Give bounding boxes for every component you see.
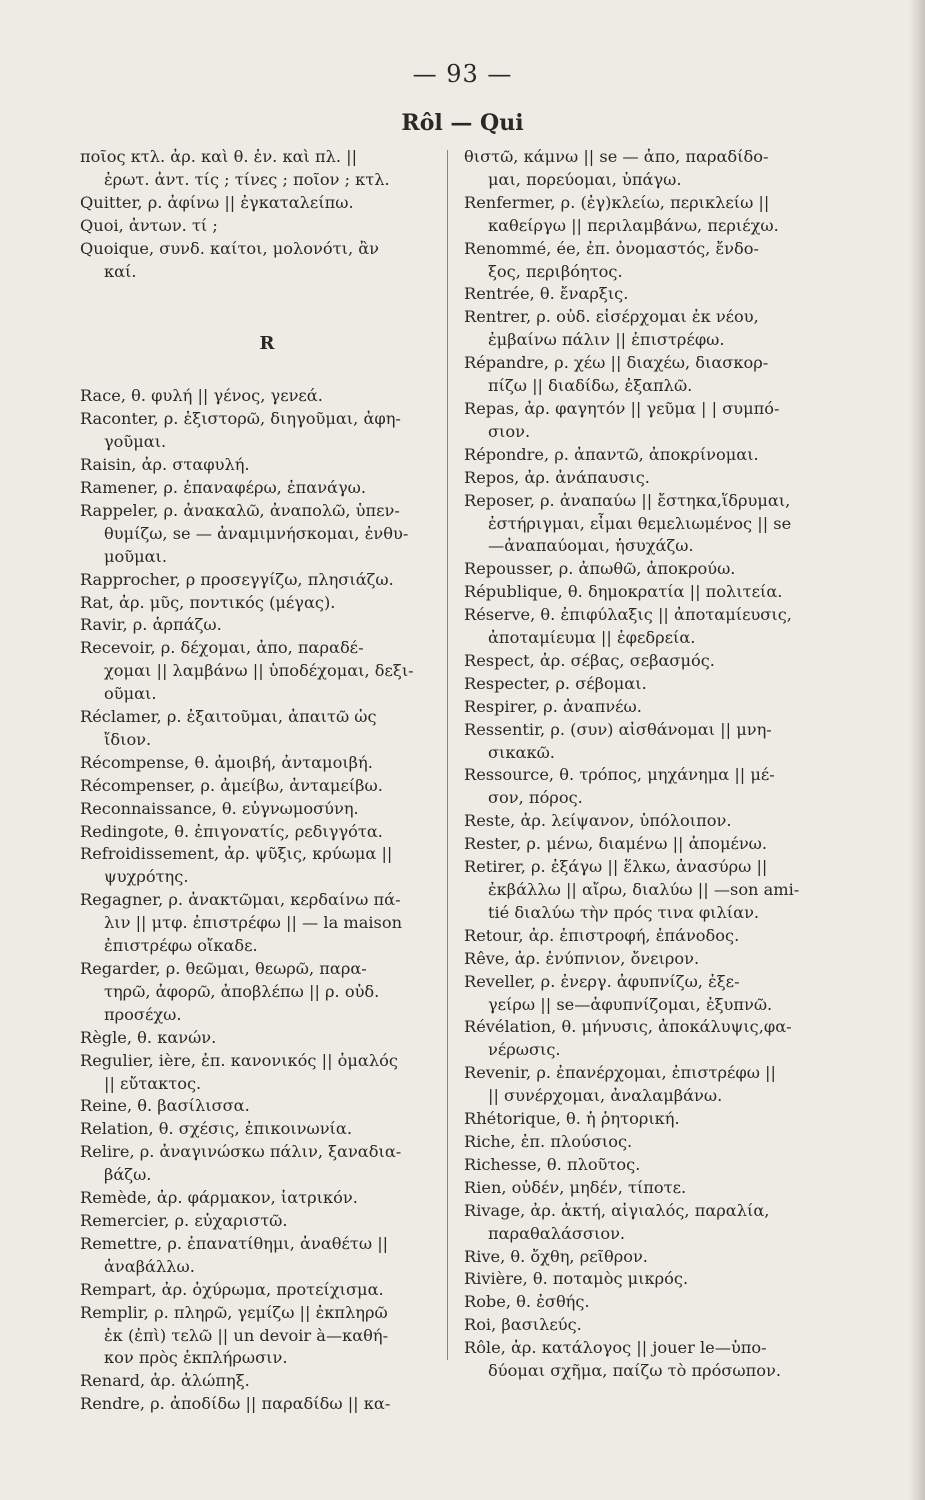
- entry-line: Ramener, ρ. ἐπαναφέρω, ἐπανάγω.: [80, 477, 367, 497]
- entry-line: Renfermer, ρ. (ἐγ)κλείω, περικλείω ||: [464, 192, 770, 212]
- entry-line: Relation, θ. σχέσις, ἐπικοινωνία.: [80, 1119, 352, 1139]
- dictionary-entry: [80, 1210, 455, 1233]
- dictionary-entry: [464, 810, 839, 833]
- entry-line: Rêve, ἀρ. ἐνύπνιον, ὄνειρον.: [464, 948, 700, 968]
- entry-continuation: ἐκ (ἐπὶ) τελῶ || un devoir à—καθή-: [104, 1325, 389, 1345]
- entry-line: Roi, βασιλεύς.: [464, 1315, 582, 1335]
- dictionary-entry: [464, 1291, 839, 1314]
- dictionary-entry: [464, 444, 839, 467]
- entry-line: Retirer, ρ. ἐξάγω || ἕλκω, ἀνασύρω ||: [464, 857, 768, 877]
- entry-continuation: βάζω.: [104, 1165, 152, 1185]
- entry-continuation: σον, πόρος.: [488, 788, 583, 808]
- dictionary-entry: [464, 719, 839, 765]
- dictionary-entry: [80, 146, 455, 192]
- dictionary-entry: [80, 821, 455, 844]
- dictionary-entry: [464, 238, 839, 284]
- entry-line: Reste, ἀρ. λείψανον, ὑπόλοιπον.: [464, 811, 732, 831]
- entry-line: Rempart, ἀρ. ὀχύρωμα, προτείχισμα.: [80, 1279, 384, 1299]
- dictionary-entry: [464, 558, 839, 581]
- entry-line: Rat, ἀρ. μῦς, ποντικός (μέγας).: [80, 592, 336, 612]
- dictionary-entry: [80, 1279, 455, 1302]
- entry-line: Rive, θ. ὄχθη, ρεῖθρον.: [464, 1246, 648, 1266]
- entry-continuation: καθείργω || περιλαμβάνω, περιέχω.: [488, 215, 779, 235]
- entry-line: Remercier, ρ. εὐχαριστῶ.: [80, 1210, 288, 1230]
- entry-line: Répandre, ρ. χέω || διαχέω, διασκορ-: [464, 353, 769, 373]
- entry-continuation: προσέχω.: [104, 1004, 182, 1024]
- entry-line: Rapprocher, ρ προσεγγίζω, πλησιάζω.: [80, 569, 394, 589]
- dictionary-entry: [464, 948, 839, 971]
- dictionary-entry: [80, 798, 455, 821]
- entry-line: République, θ. δημοκρατία || πολιτεία.: [464, 582, 783, 602]
- dictionary-entry: [464, 490, 839, 559]
- dictionary-entry: [80, 958, 455, 1027]
- entry-continuation: ἐστήριγμαι, εἶμαι θεμελιωμένος || se: [488, 513, 792, 533]
- dictionary-entry: [80, 477, 455, 500]
- entry-continuation: γείρω || se—ἀφυπνίζομαι, ἐξυπνῶ.: [488, 994, 773, 1014]
- entry-continuation: δύομαι σχῆμα, παίζω τὸ πρόσωπον.: [488, 1361, 781, 1381]
- dictionary-entry: [464, 1246, 839, 1269]
- entry-line: Quoique, συνδ. καίτοι, μολονότι, ἂν: [80, 238, 380, 258]
- dictionary-entry: [80, 775, 455, 798]
- entry-continuation: || εὔτακτος.: [104, 1073, 202, 1093]
- entry-continuation: μαι, πορεύομαι, ὑπάγω.: [488, 169, 682, 189]
- section-letter: R: [259, 333, 276, 355]
- entry-line: Remplir, ρ. πληρῶ, γεμίζω || ἐκπληρῶ: [80, 1302, 388, 1322]
- entry-line: Regagner, ρ. ἀνακτῶμαι, κερδαίνω πά-: [80, 890, 401, 910]
- dictionary-entry: [464, 352, 839, 398]
- page-number: — 93 —: [412, 60, 513, 88]
- entry-line: Respect, ἀρ. σέβας, σεβασμός.: [464, 650, 715, 670]
- dictionary-entry: [464, 306, 839, 352]
- dictionary-entry: [464, 1177, 839, 1200]
- entry-line: Rôle, ἀρ. κατάλογος || jouer le—ὑπο-: [464, 1338, 767, 1358]
- entry-line: ποῖος κτλ. ἀρ. καὶ θ. ἐν. καὶ πλ. ||: [80, 147, 358, 166]
- dictionary-entry: [464, 1108, 839, 1131]
- entry-line: Remède, ἀρ. φάρμακον, ἰατρικόν.: [80, 1188, 358, 1208]
- dictionary-entry: [80, 192, 455, 215]
- entry-line: Rien, οὐδέν, μηδέν, τίποτε.: [464, 1177, 687, 1197]
- dictionary-entry: [80, 408, 455, 454]
- entry-line: Revenir, ρ. ἐπανέρχομαι, ἐπιστρέφω ||: [464, 1063, 776, 1083]
- entry-continuation: ἐρωτ. ἀντ. τίς ; τίνες ; ποῖον ; κτλ.: [104, 169, 390, 189]
- entry-line: Rentrée, θ. ἔναρξις.: [464, 284, 629, 304]
- entry-line: Réclamer, ρ. ἐξαιτοῦμαι, ἀπαιτῶ ὡς: [80, 707, 377, 727]
- dictionary-entry: [80, 637, 455, 706]
- entry-line: Remettre, ρ. ἐπανατίθημι, ἀναθέτω ||: [80, 1233, 389, 1253]
- entry-continuation: τηρῶ, ἀφορῶ, ἀποβλέπω || ρ. οὐδ.: [104, 981, 380, 1001]
- entry-line: Quitter, ρ. ἀφίνω || ἐγκαταλείπω.: [80, 192, 354, 212]
- entry-line: Rivage, ἀρ. ἀκτή, αἰγιαλός, παραλία,: [464, 1200, 770, 1220]
- entry-continuation: χομαι || λαμβάνω || ὑποδέχομαι, δεξι-: [104, 661, 414, 681]
- page-edge: [909, 0, 925, 1500]
- dictionary-entry: [80, 1095, 455, 1118]
- entry-line: Repousser, ρ. ἀπωθῶ, ἀποκρούω.: [464, 559, 736, 579]
- entry-line: Réserve, θ. ἐπιφύλαξις || ἀποταμίευσις,: [464, 605, 792, 625]
- dictionary-entry: [80, 706, 455, 752]
- dictionary-entry: [80, 614, 455, 637]
- dictionary-entry: [464, 764, 839, 810]
- dictionary-entry: [80, 385, 455, 408]
- dictionary-entry: [464, 1062, 839, 1108]
- dictionary-entry: [464, 146, 839, 192]
- dictionary-entry: [464, 1154, 839, 1177]
- entry-line: Ressource, θ. τρόπος, μηχάνημα || μέ-: [464, 765, 775, 785]
- dictionary-entry: [464, 581, 839, 604]
- running-head: Rôl — Qui: [401, 110, 524, 136]
- left-entries-top: [80, 146, 455, 283]
- entry-line: Race, θ. φυλή || γένος, γενεά.: [80, 386, 323, 406]
- dictionary-entry: [464, 1314, 839, 1337]
- entry-line: Richesse, θ. πλοῦτος.: [464, 1154, 641, 1174]
- entry-continuation: κον πρὸς ἐκπλήρωσιν.: [104, 1348, 288, 1368]
- entry-line: Ressentir, ρ. (συν) αἰσθάνομαι || μνη-: [464, 719, 772, 739]
- dictionary-entry: [80, 500, 455, 569]
- entry-line: Respecter, ρ. σέβομαι.: [464, 673, 647, 693]
- entry-line: Reveller, ρ. ἐνεργ. ἀφυπνίζω, ἐξε-: [464, 971, 740, 991]
- entry-line: Reposer, ρ. ἀναπαύω || ἔστηκα,ἵδρυμαι,: [464, 490, 791, 510]
- dictionary-entry: [80, 889, 455, 958]
- dictionary-entry: [464, 398, 839, 444]
- entry-continuation: λιν || μτφ. ἐπιστρέφω || — la maison: [104, 913, 403, 933]
- dictionary-entry: [80, 1141, 455, 1187]
- entry-line: Rappeler, ρ. ἀνακαλῶ, ἀναπολῶ, ὑπεν-: [80, 500, 400, 520]
- dictionary-entry: [464, 673, 839, 696]
- entry-line: Regarder, ρ. θεῶμαι, θεωρῶ, παρα-: [80, 959, 367, 978]
- entry-line: Récompense, θ. ἀμοιβή, ἀνταμοιβή.: [80, 752, 373, 772]
- entry-continuation: ἀποταμίευμα || ἐφεδρεία.: [488, 628, 696, 648]
- entry-continuation: || συνέρχομαι, ἀναλαμβάνω.: [488, 1086, 723, 1106]
- dictionary-entry: [464, 650, 839, 673]
- dictionary-entry: [464, 192, 839, 238]
- dictionary-entry: [464, 1200, 839, 1246]
- entry-line: Rivière, θ. ποταμὸς μικρός.: [464, 1269, 689, 1289]
- entry-line: Reine, θ. βασίλισσα.: [80, 1096, 250, 1116]
- dictionary-entry: [80, 1050, 455, 1096]
- entry-continuation: ἐπιστρέφω οἴκαδε.: [104, 936, 258, 956]
- dictionary-entry: [464, 283, 839, 306]
- dictionary-entry: [80, 1118, 455, 1141]
- dictionary-entry: [80, 569, 455, 592]
- left-column: [80, 146, 455, 1416]
- entry-continuation: ξος, περιβόητος.: [488, 261, 623, 281]
- dictionary-entry: [80, 1393, 455, 1416]
- entry-line: Riche, ἐπ. πλούσιος.: [464, 1131, 633, 1151]
- dictionary-entry: [464, 1016, 839, 1062]
- dictionary-entry: [464, 971, 839, 1017]
- entry-continuation: ψυχρότης.: [104, 867, 189, 887]
- dictionary-entry: [80, 1302, 455, 1371]
- entry-line: Répondre, ρ. ἀπαντῶ, ἀποκρίνομαι.: [464, 444, 759, 464]
- entry-line: Renommé, ée, ἐπ. ὀνομαστός, ἔνδο-: [464, 238, 759, 258]
- dictionary-entry: [80, 843, 455, 889]
- entry-line: Rentrer, ρ. οὐδ. εἰσέρχομαι ἐκ νέου,: [464, 307, 759, 327]
- dictionary-entry: [80, 752, 455, 775]
- entry-continuation: πίζω || διαδίδω, ἐξαπλῶ.: [488, 376, 693, 396]
- entry-continuation: μοῦμαι.: [104, 546, 168, 566]
- entry-line: Ravir, ρ. ἁρπάζω.: [80, 615, 222, 635]
- dictionary-entry: [464, 696, 839, 719]
- entry-line: θιστῶ, κάμνω || se — ἀπο, παραδίδο-: [464, 147, 769, 166]
- entry-line: Reconnaissance, θ. εὐγνωμοσύνη.: [80, 798, 359, 818]
- entry-continuation: θυμίζω, se — ἀναμιμνήσκομαι, ἐνθυ-: [104, 523, 409, 543]
- entry-line: Rendre, ρ. ἀποδίδω || παραδίδω || κα-: [80, 1394, 391, 1414]
- dictionary-entry: [80, 592, 455, 615]
- entry-continuation: καί.: [104, 261, 137, 281]
- entry-line: Retour, ἀρ. ἐπιστροφή, ἐπάνοδος.: [464, 925, 740, 945]
- entry-line: Robe, θ. ἐσθής.: [464, 1292, 590, 1312]
- entry-continuation: tié διαλύω τὴν πρός τινα φιλίαν.: [488, 902, 760, 922]
- entry-line: Quoi, ἀντων. τί ;: [80, 215, 218, 235]
- entry-continuation: νέρωσις.: [488, 1040, 561, 1060]
- entry-continuation: σικακῶ.: [488, 742, 555, 762]
- entry-line: Rhétorique, θ. ἡ ῥητορική.: [464, 1109, 680, 1129]
- entry-continuation: ἐκβάλλω || αἴρω, διαλύω || —son ami-: [488, 880, 800, 899]
- dictionary-entry: [464, 604, 839, 650]
- entry-continuation: οῦμαι.: [104, 684, 157, 704]
- entry-continuation: ἀναβάλλω.: [104, 1256, 195, 1276]
- right-column: [464, 146, 839, 1383]
- dictionary-entry: [80, 1370, 455, 1393]
- dictionary-entry: [464, 925, 839, 948]
- entry-line: Recevoir, ρ. δέχομαι, ἀπο, παραδέ-: [80, 638, 364, 658]
- dictionary-entry: [464, 1337, 839, 1383]
- dictionary-entry: [464, 833, 839, 856]
- dictionary-entry: [80, 238, 455, 284]
- entry-continuation: ἐμβαίνω πάλιν || ἐπιστρέφω.: [488, 330, 725, 350]
- entry-line: Récompenser, ρ. ἀμείβω, ἀνταμείβω.: [80, 775, 383, 795]
- entry-line: Relire, ρ. ἀναγινώσκω πάλιν, ξαναδια-: [80, 1142, 402, 1162]
- dictionary-entry: [80, 1027, 455, 1050]
- entry-line: Renard, ἀρ. ἀλώπηξ.: [80, 1371, 250, 1391]
- entry-continuation: —ἀναπαύομαι, ἡσυχάζω.: [488, 536, 694, 556]
- entry-continuation: γοῦμαι.: [104, 432, 167, 452]
- entry-line: Règle, θ. κανών.: [80, 1027, 217, 1047]
- entry-line: Rester, ρ. μένω, διαμένω || ἀπομένω.: [464, 834, 768, 854]
- dictionary-entry: [80, 1233, 455, 1279]
- dictionary-entry: [464, 856, 839, 925]
- dictionary-entry: [464, 467, 839, 490]
- entry-line: Regulier, ière, ἐπ. κανονικός || ὁμαλός: [80, 1050, 398, 1070]
- entry-line: Raisin, ἀρ. σταφυλή.: [80, 455, 250, 475]
- entry-continuation: σιον.: [488, 421, 531, 441]
- entry-line: Raconter, ρ. ἐξιστορῶ, διηγοῦμαι, ἀφη-: [80, 409, 401, 429]
- dictionary-entry: [464, 1131, 839, 1154]
- entry-continuation: παραθαλάσσιον.: [488, 1223, 626, 1243]
- entry-continuation: ἴδιον.: [104, 729, 152, 749]
- entry-line: Refroidissement, ἀρ. ψῦξις, κρύωμα ||: [80, 844, 393, 864]
- dictionary-entry: [80, 1187, 455, 1210]
- entry-line: Respirer, ρ. ἀναπνέω.: [464, 696, 642, 716]
- entry-line: Repos, ἀρ. ἀνάπαυσις.: [464, 467, 650, 487]
- left-entries: [80, 385, 455, 1416]
- dictionary-entry: [464, 1268, 839, 1291]
- entry-line: Redingote, θ. ἐπιγονατίς, ρεδιγγότα.: [80, 821, 383, 841]
- entry-line: Repas, ἀρ. φαγητόν || γεῦμα | | συμπό-: [464, 398, 780, 418]
- dictionary-entry: [80, 215, 455, 238]
- dictionary-entry: [80, 454, 455, 477]
- right-entries: [464, 146, 839, 1383]
- entry-line: Révélation, θ. μήνυσις, ἀποκάλυψις,φα-: [464, 1017, 792, 1037]
